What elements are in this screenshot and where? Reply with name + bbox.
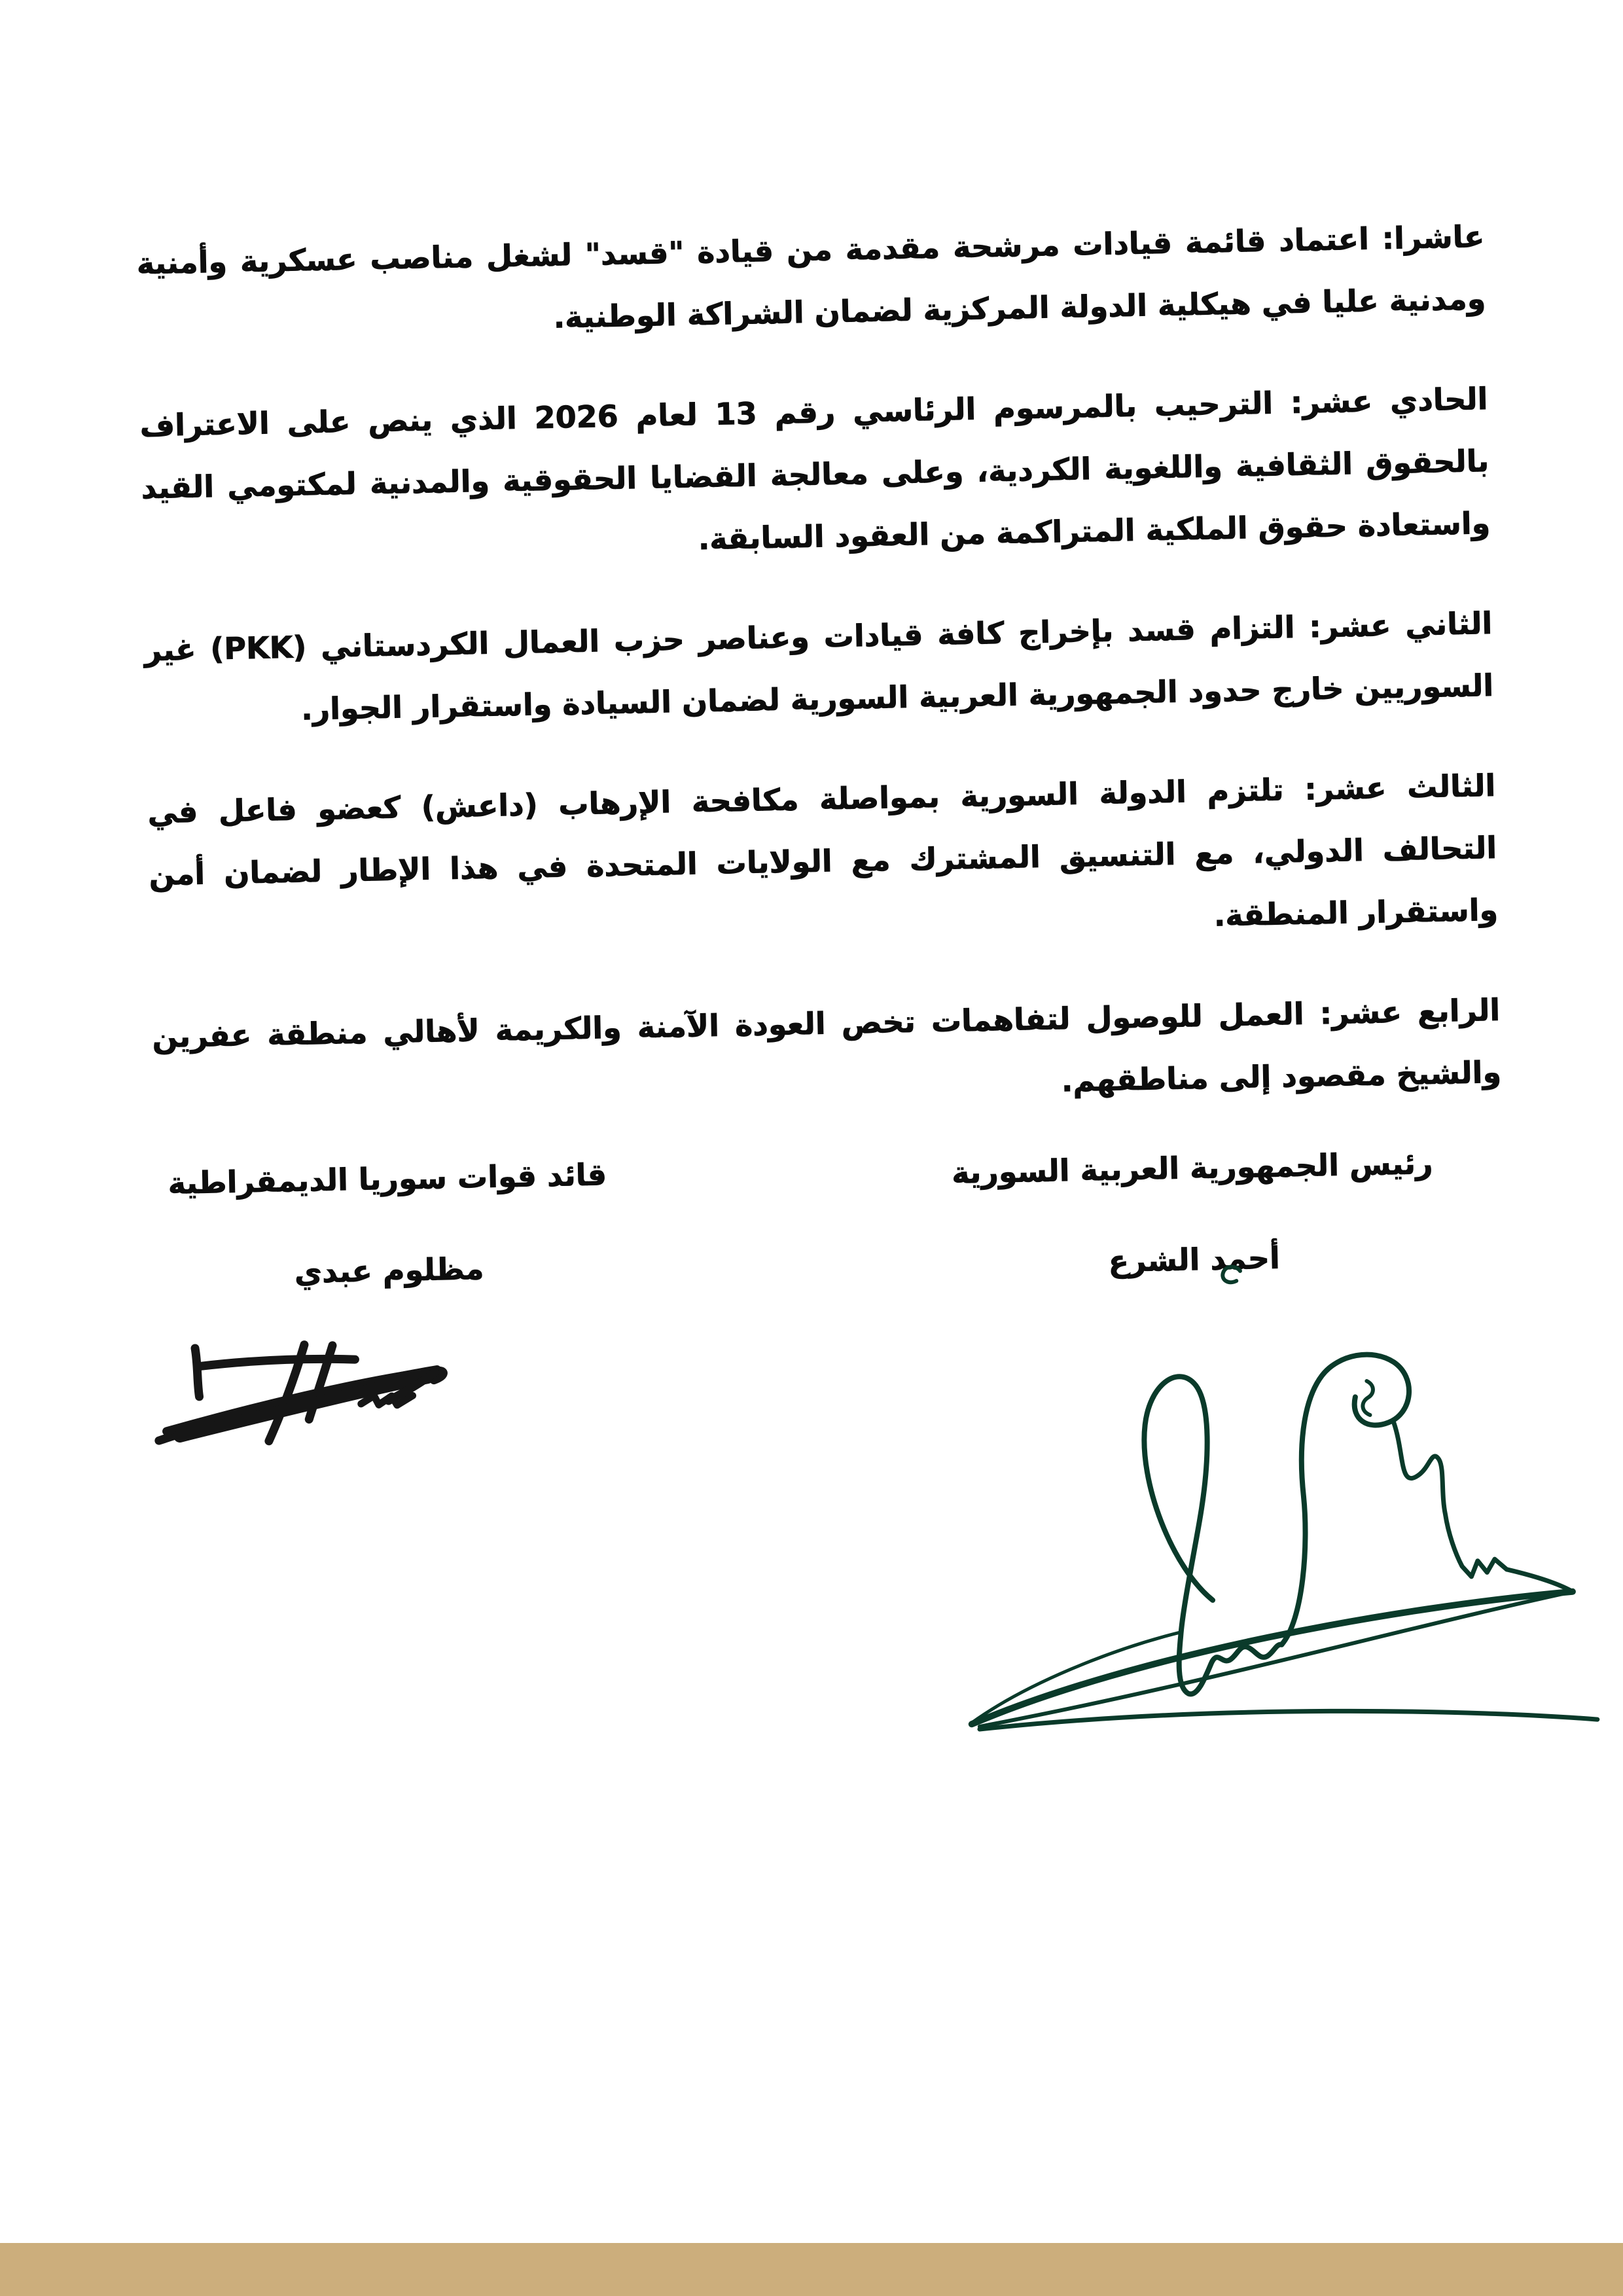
clause-text: تلتزم الدولة السورية بمواصلة مكافحة الإرهاب (داعش) كعضو فاعل في التحالف الدولي، مع التنسيق المشترك مع الولايات المتحدة في هذا الإطار لضمان أمن واستقرار المنطقة. [147, 772, 1499, 933]
clause-text: العمل للوصول لتفاهمات تخص العودة الآمنة والكريمة لأهالي منطقة عفرين والشيخ مقصود إلى مناطقهم. [151, 996, 1502, 1099]
clause-text: الترحيب بالمرسوم الرئاسي رقم 13 لعام 2026 الذي ينص على الاعتراف بالحقوق الثقافية واللغوية الكردية، وعلى معالجة القضايا الحقوقية والمدنية لمكتومي القيد واستعادة حقوق الملكية المتراكمة من العقود السابقة. [139, 385, 1491, 557]
clause-text: التزام قسد بإخراج كافة قيادات وعناصر حزب العمال الكردستاني (PKK) غير السوريين خارج حدود الجمهورية العربية السورية لضمان السيادة واستقرار الجوار. [144, 609, 1494, 727]
signature-ahmad-al-sharaa [933, 1257, 1603, 1745]
signatory-sdf-commander-name: مظلوم عبدي [294, 1251, 485, 1290]
clause-label: الثالث عشر: [1304, 767, 1496, 807]
signatory-sdf-commander-title: قائد قوات سوريا الديمقراطية [168, 1157, 607, 1201]
clause-label: الرابع عشر: [1319, 992, 1501, 1031]
clause-label: عاشرا: [1382, 219, 1485, 257]
clause-label: الحادي عشر: [1290, 381, 1488, 421]
signatory-president-name: أحمد الشرع [1107, 1240, 1281, 1279]
signatory-sdf-commander-block [125, 1150, 651, 1299]
clauses-block [136, 206, 1503, 1168]
signature-mazloum-abdi [139, 1338, 533, 1450]
footer-band [0, 2243, 1623, 2296]
clause-text: اعتماد قائمة قيادات مرشحة مقدمة من قيادة "قسد" لشغل مناصب عسكرية وأمنية ومدنية عليا في هيكلية الدولة المركزية لضمان الشراكة الوطنية. [136, 221, 1486, 335]
clause-11 [139, 368, 1491, 581]
clause-13 [147, 755, 1499, 968]
clause-14 [152, 979, 1502, 1130]
clause-10 [136, 206, 1486, 357]
signatory-president-title: رئيس الجمهورية العربية السورية [951, 1145, 1433, 1191]
clause-12 [144, 592, 1494, 744]
clause-label: الثاني عشر: [1308, 605, 1493, 645]
